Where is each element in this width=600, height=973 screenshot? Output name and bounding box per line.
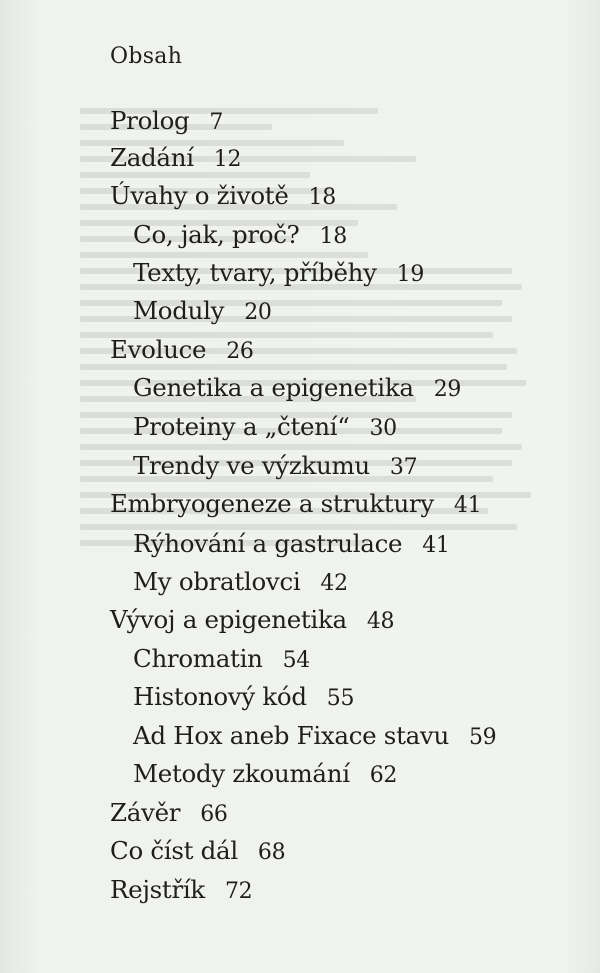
toc-entry-title: Genetika a epigenetika (133, 373, 414, 402)
toc-entry-title: Embryogeneze a struktury (110, 489, 434, 518)
toc-entry (133, 567, 348, 596)
toc-entry-page: 66 (200, 802, 228, 827)
toc-entry-page: 37 (389, 455, 418, 480)
toc-entry (110, 181, 336, 210)
toc-entry-page: 41 (453, 493, 482, 518)
toc-entry-page: 12 (213, 147, 242, 172)
toc-entry (133, 412, 397, 441)
toc-entry (110, 836, 285, 865)
toc-entry-page: 48 (366, 609, 395, 634)
toc-entry-title: Moduly (133, 296, 225, 325)
toc-entry (133, 451, 417, 480)
toc-entry-title: Prolog (110, 106, 190, 135)
toc-entry-page: 62 (369, 763, 398, 788)
toc-entry-page: 42 (320, 571, 348, 596)
toc-entry-title: My obratlovci (133, 567, 301, 596)
toc-entry-title: Závěr (110, 798, 181, 827)
toc-entry-title: Chromatin (133, 644, 263, 673)
toc-entry (110, 143, 241, 172)
toc-entry-page: 18 (319, 224, 347, 249)
toc-entry-page: 29 (433, 377, 462, 402)
toc-entry (133, 644, 310, 673)
toc-entry-title: Zadání (110, 143, 194, 172)
toc-entry-page: 20 (244, 300, 272, 325)
toc-entry-title: Texty, tvary, příběhy (133, 258, 377, 287)
toc-entry-page: 72 (224, 879, 253, 904)
toc-entry-page: 59 (468, 725, 497, 750)
toc-entry-page: 18 (308, 185, 336, 210)
toc-entry-page: 30 (369, 416, 397, 441)
toc-entry-page: 55 (326, 686, 355, 711)
toc-entry-title: Vývoj a epigenetika (110, 605, 347, 634)
toc-entry-title: Metody zkoumání (133, 759, 350, 788)
toc-entry (110, 875, 252, 904)
toc-entry (110, 489, 481, 518)
toc-entry-title: Co číst dál (110, 836, 238, 865)
toc-entry (133, 220, 347, 249)
toc-entry (110, 335, 254, 364)
toc-entry-title: Evoluce (110, 335, 207, 364)
toc-entry-title: Proteiny a „čtení“ (133, 412, 350, 441)
toc-entry-title: Co, jak, proč? (133, 220, 300, 249)
toc-heading: Obsah (110, 44, 183, 69)
toc-entry (110, 605, 394, 634)
toc-entry (133, 258, 424, 287)
toc-entry-page: 41 (422, 533, 450, 558)
toc-entry-page: 7 (209, 110, 224, 135)
toc-entry (133, 373, 461, 402)
toc-entry (133, 759, 397, 788)
toc-entry-title: Rýhování a gastrulace (133, 529, 403, 558)
toc-entry (133, 721, 496, 750)
toc-entry-page: 54 (282, 648, 310, 673)
toc-entry-title: Trendy ve výzkumu (133, 451, 370, 480)
toc-entry-page: 68 (257, 840, 286, 865)
toc-entry-page: 19 (396, 262, 425, 287)
toc-entry-title: Histonový kód (133, 682, 307, 711)
toc-entry-page: 26 (226, 339, 254, 364)
toc-entry (110, 798, 228, 827)
toc-entry-title: Úvahy o životě (110, 181, 289, 210)
toc-entry (133, 296, 272, 325)
toc-entry (133, 529, 450, 558)
toc-entry-title: Rejstřík (110, 875, 205, 904)
toc-entry (110, 106, 223, 135)
toc-entry (133, 682, 354, 711)
toc-entry-title: Ad Hox aneb Fixace stavu (133, 721, 449, 750)
